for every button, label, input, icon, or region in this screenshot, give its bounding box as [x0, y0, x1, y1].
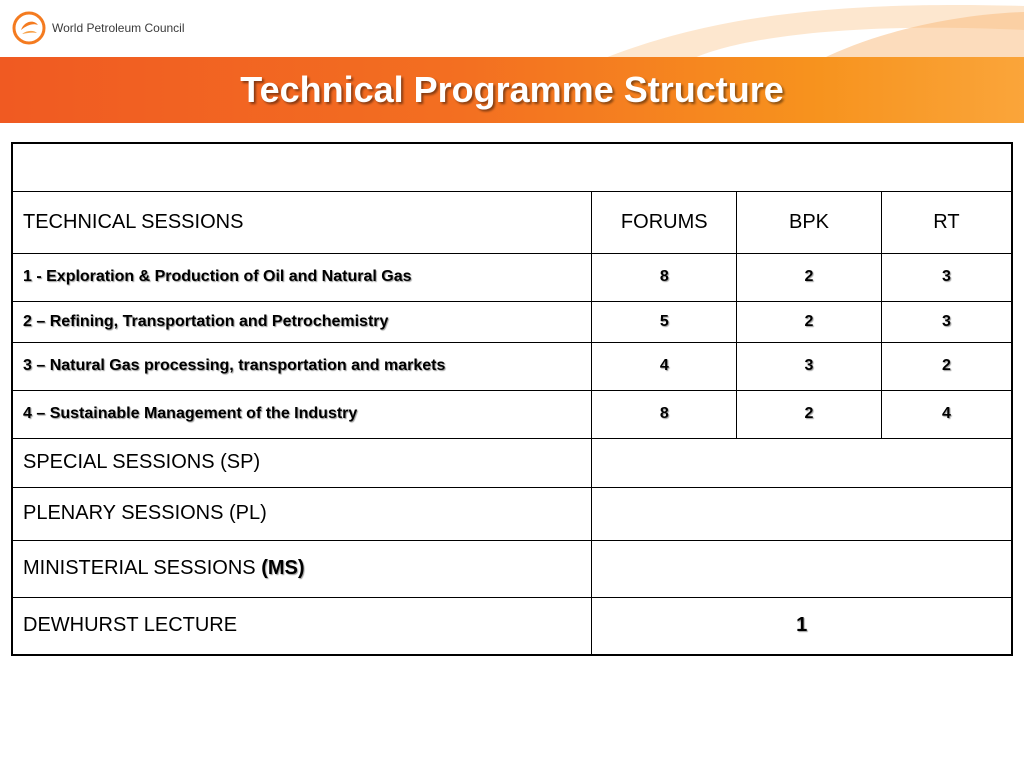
forums-value: 4 — [592, 342, 737, 390]
ministerial-sessions-cell — [12, 540, 592, 597]
plenary-sessions-value — [592, 487, 1012, 540]
bpk-value: 2 — [737, 253, 882, 301]
forums-value: 8 — [592, 390, 737, 438]
empty-header-cell — [12, 143, 1012, 191]
session-label: 3 – Natural Gas processing, transportation and markets — [12, 342, 592, 390]
column-header-bpk: BPK — [737, 191, 882, 253]
programme-table — [11, 142, 1013, 656]
table-row — [12, 342, 1012, 390]
rt-value: 2 — [881, 342, 1012, 390]
column-header-row — [12, 191, 1012, 253]
dewhurst-lecture-label: DEWHURST LECTURE — [12, 597, 592, 655]
wpc-logo-icon — [12, 11, 46, 45]
forums-value: 8 — [592, 253, 737, 301]
table-row — [12, 390, 1012, 438]
session-label: 1 - Exploration & Production of Oil and Natural Gas — [12, 253, 592, 301]
session-label: 4 – Sustainable Management of the Industry — [12, 390, 592, 438]
org-name: World Petroleum Council — [52, 21, 185, 35]
table-row — [12, 438, 1012, 487]
ministerial-sessions-abbr: (MS) — [261, 557, 305, 579]
forums-value: 5 — [592, 301, 737, 342]
column-header-rt: RT — [881, 191, 1012, 253]
table-empty-header-row — [12, 143, 1012, 191]
ministerial-sessions-value — [592, 540, 1012, 597]
ministerial-sessions-label: MINISTERIAL SESSIONS — [23, 557, 262, 579]
table-row — [12, 487, 1012, 540]
plenary-sessions-label: PLENARY SESSIONS (PL) — [12, 487, 592, 540]
table-row — [12, 597, 1012, 655]
page-title: Technical Programme Structure — [240, 69, 784, 110]
table-row — [12, 253, 1012, 301]
bpk-value: 2 — [737, 390, 882, 438]
table-row — [12, 301, 1012, 342]
special-sessions-label: SPECIAL SESSIONS (SP) — [12, 438, 592, 487]
rt-value: 3 — [881, 253, 1012, 301]
special-sessions-value — [592, 438, 1012, 487]
table-row — [12, 540, 1012, 597]
bpk-value: 2 — [737, 301, 882, 342]
dewhurst-lecture-value: 1 — [592, 597, 1012, 655]
bpk-value: 3 — [737, 342, 882, 390]
session-label: 2 – Refining, Transportation and Petrochemistry — [12, 301, 592, 342]
rt-value: 4 — [881, 390, 1012, 438]
wpc-logo — [12, 8, 185, 48]
column-header-technical-sessions: TECHNICAL SESSIONS — [12, 191, 592, 253]
rt-value: 3 — [881, 301, 1012, 342]
column-header-forums: FORUMS — [592, 191, 737, 253]
